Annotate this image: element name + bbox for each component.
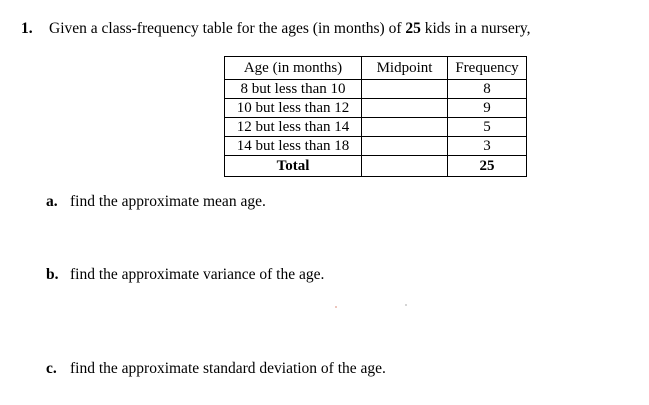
cell-frequency: 5 [448, 118, 527, 137]
part-c-text: find the approximate standard deviation of the age. [70, 360, 386, 377]
cell-midpoint [362, 99, 448, 118]
scan-speck [335, 306, 337, 308]
question-text-after: kids in a nursery, [420, 20, 531, 37]
question-line [21, 20, 531, 38]
header-age: Age (in months) [225, 57, 362, 80]
class-frequency-table [224, 56, 527, 177]
cell-frequency: 3 [448, 137, 527, 156]
part-a-text: find the approximate mean age. [70, 193, 266, 210]
question-number: 1. [21, 20, 33, 37]
part-b [46, 266, 324, 284]
total-label: Total [225, 156, 362, 177]
part-b-text: find the approximate variance of the age. [70, 266, 325, 283]
question-text-before: Given a class-frequency table for the ages (in months) of [49, 20, 406, 37]
cell-frequency: 9 [448, 99, 527, 118]
part-a [46, 193, 266, 211]
cell-age: 8 but less than 10 [225, 80, 362, 99]
total-midpoint [362, 156, 448, 177]
table-row [225, 118, 527, 137]
part-c [46, 360, 386, 378]
header-frequency: Frequency [448, 57, 527, 80]
question-count: 25 [405, 20, 421, 37]
table-total-row [225, 156, 527, 177]
cell-age: 14 but less than 18 [225, 137, 362, 156]
scan-speck [405, 304, 407, 306]
part-a-letter: a. [46, 193, 58, 210]
cell-age: 12 but less than 14 [225, 118, 362, 137]
total-frequency: 25 [448, 156, 527, 177]
cell-midpoint [362, 118, 448, 137]
header-midpoint: Midpoint [362, 57, 448, 80]
table-header-row [225, 57, 527, 80]
cell-age: 10 but less than 12 [225, 99, 362, 118]
cell-midpoint [362, 80, 448, 99]
part-c-letter: c. [46, 360, 57, 377]
cell-midpoint [362, 137, 448, 156]
table-row [225, 99, 527, 118]
cell-frequency: 8 [448, 80, 527, 99]
table-row [225, 80, 527, 99]
table-row [225, 137, 527, 156]
part-b-letter: b. [46, 266, 59, 283]
